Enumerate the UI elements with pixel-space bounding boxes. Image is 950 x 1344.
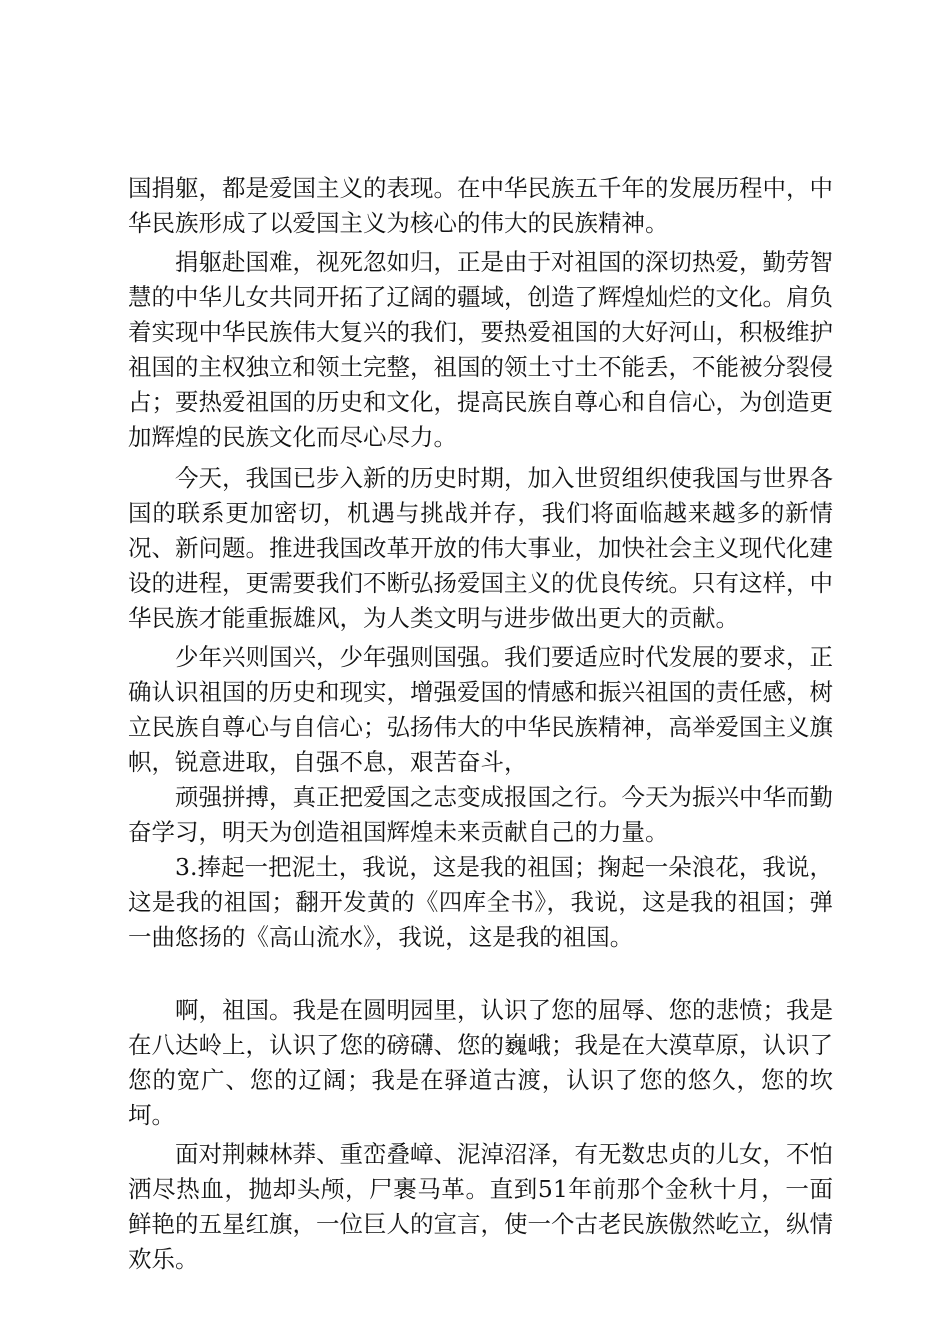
paragraph-7: 啊，祖国。我是在圆明园里，认识了您的屈辱、您的悲愤；我是在八达岭上，认识了您的磅礴、您的巍峨；我是在大漠草原，认识了您的宽广、您的辽阔；我是在驿道古渡，认识了您的悠久，您的坎坷。 (128, 996, 833, 1129)
paragraph-8: 面对荆棘林莽、重峦叠嶂、泥淖沼泽，有无数忠贞的儿女，不怕洒尽热血，抛却头颅，尸裹马革。直到51年前那个金秋十月，一面鲜艳的五星红旗，一位巨人的宣言，使一个古老民族傲然屹立，纵情欢乐。 (128, 1140, 833, 1273)
paragraph-4: 少年兴则国兴，少年强则国强。我们要适应时代发展的要求，正确认识祖国的历史和现实，增强爱国的情感和振兴祖国的责任感，树立民族自尊心与自信心；弘扬伟大的中华民族精神，高举爱国主义旗帜，锐意进取，自强不息，艰苦奋斗， (128, 643, 833, 776)
paragraph-5: 顽强拼搏，真正把爱国之志变成报国之行。今天为振兴中华而勤奋学习，明天为创造祖国辉煌未来贡献自己的力量。 (128, 783, 833, 846)
paragraph-6: 3.捧起一把泥土，我说，这是我的祖国；掬起一朵浪花，我说，这是我的祖国；翻开发黄的《四库全书》，我说，这是我的祖国；弹一曲悠扬的《高山流水》，我说，这是我的祖国。 (128, 853, 833, 951)
paragraph-3: 今天，我国已步入新的历史时期，加入世贸组织使我国与世界各国的联系更加密切，机遇与挑战并存，我们将面临越来越多的新情况、新问题。推进我国改革开放的伟大事业，加快社会主义现代化建设的进程，更需要我们不断弘扬爱国主义的优良传统。只有这样，中华民族才能重振雄风，为人类文明与进步做出更大的贡献。 (128, 464, 833, 632)
paragraph-2: 捐躯赴国难，视死忽如归，正是由于对祖国的深切热爱，勤劳智慧的中华儿女共同开拓了辽阔的疆域，创造了辉煌灿烂的文化。肩负着实现中华民族伟大复兴的我们，要热爱祖国的大好河山，积极维护祖国的主权独立和领土完整，祖国的领土寸土不能丢，不能被分裂侵占；要热爱祖国的历史和文化，提高民族自尊心和自信心，为创造更加辉煌的民族文化而尽心尽力。 (128, 248, 833, 451)
paragraph-1: 国捐躯，都是爱国主义的表现。在中华民族五千年的发展历程中，中华民族形成了以爱国主义为核心的伟大的民族精神。 (128, 174, 833, 237)
document-body (128, 171, 833, 1277)
